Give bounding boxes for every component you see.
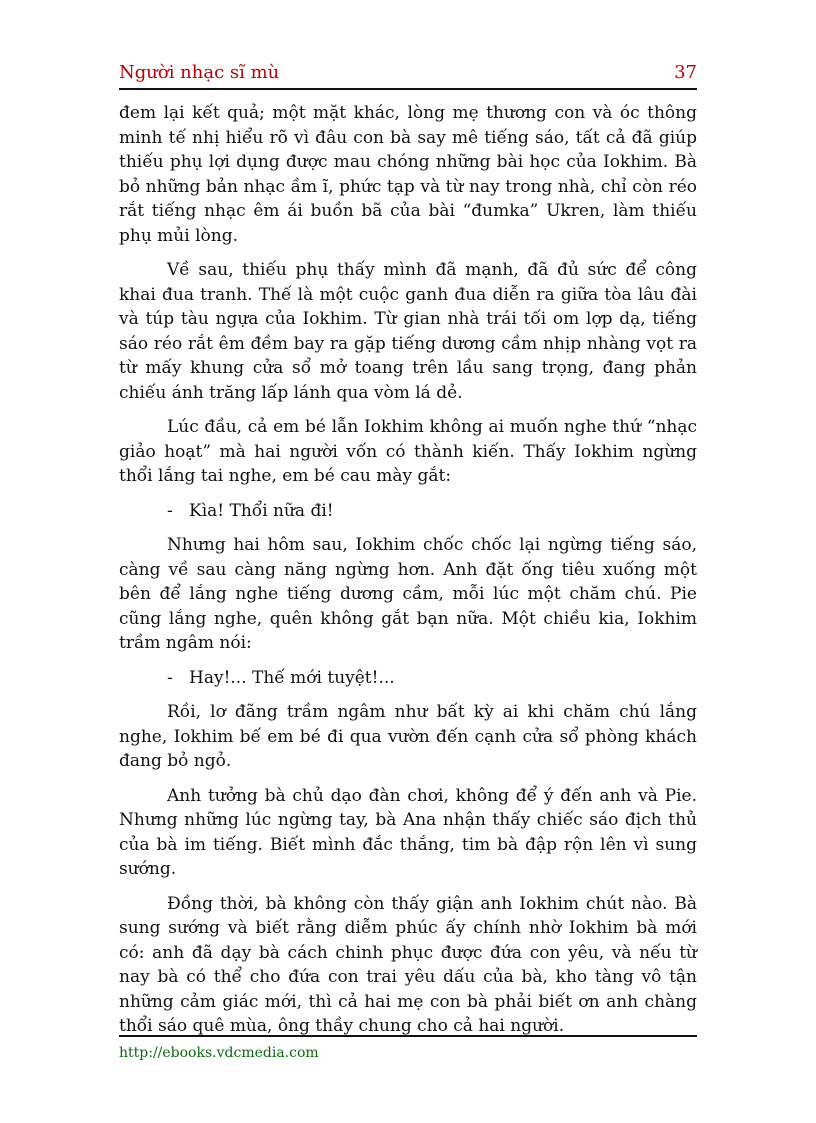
paragraph: Lúc đầu, cả em bé lẫn Iokhim không ai muốn nghe thứ “nhạc giảo hoạt” mà hai người vốn có thành kiến. Thấy Iokhim ngừng thổi lắng tai nghe, em bé cau mày gắt: — [119, 417, 697, 486]
dialogue-text: Kìa! Thổi nữa đi! — [189, 500, 334, 521]
paragraph: Anh tưởng bà chủ dạo đàn chơi, không để ý đến anh và Pie. Nhưng những lúc ngừng tay, bà Ana nhận thấy chiếc sáo địch thủ của bà im tiếng. Biết mình đắc thắng, tim bà đập rộn lên vì sung sướng. — [119, 785, 697, 879]
dialogue-line — [119, 666, 697, 691]
book-title: Người nhạc sĩ mù — [119, 62, 280, 83]
paragraph: Nhưng hai hôm sau, Iokhim chốc chốc lại ngừng tiếng sáo, càng về sau càng năng ngừng hơn. Anh đặt ống tiêu xuống một bên để lắng nghe tiếng dương cầm, mỗi lúc một chăm chú. Pie cũng lắng nghe, quên không gắt bạn nữa. Một chiều kia, Iokhim trầm ngâm nói: — [119, 535, 697, 653]
paragraph: Về sau, thiếu phụ thấy mình đã mạnh, đã đủ sức để công khai đua tranh. Thế là một cuộc ganh đua diễn ra giữa tòa lâu đài và túp tàu ngựa của Iokhim. Từ gian nhà trái tối om lợp dạ, tiếng sáo réo rắt êm đềm bay ra gặp tiếng dương cầm nhịp nhàng vọt ra từ mấy khung cửa sổ mở toang trên lầu sang trọng, đang phản chiếu ánh trăng lấp lánh qua vòm lá dẻ. — [119, 260, 697, 403]
footer-divider — [119, 1035, 697, 1037]
page-number: 37 — [674, 62, 697, 83]
page-body — [119, 101, 697, 1049]
dialogue-dash: - — [167, 667, 173, 688]
paragraph: đem lại kết quả; một mặt khác, lòng mẹ thương con và óc thông minh tế nhị hiểu rõ vì đâu con bà say mê tiếng sáo, tất cả đã giúp thiếu phụ lợi dụng được mau chóng những bài học của Iokhim. Bà bỏ những bản nhạc ầm ĩ, phức tạp và từ nay trong nhà, chỉ còn réo rắt tiếng nhạc êm ái buồn bã của bài “đumka” Ukren, làm thiếu phụ mủi lòng. — [119, 103, 697, 246]
footer-url-link[interactable]: http://ebooks.vdcmedia.com — [119, 1045, 319, 1061]
dialogue-dash: - — [167, 500, 173, 521]
paragraph: Đồng thời, bà không còn thấy giận anh Iokhim chút nào. Bà sung sướng và biết rằng diễm phúc ấy chính nhờ Iokhim bà mới có: anh đã dạy bà cách chinh phục được đứa con yêu, và nếu từ nay bà có thể cho đứa con trai yêu dấu của bà, kho tàng vô tận những cảm giác mới, thì cả hai mẹ con bà phải biết ơn anh chàng thổi sáo quê mùa, ông thầy chung cho cả hai người. — [119, 893, 697, 1036]
paragraph: Rồi, lơ đãng trầm ngâm như bất kỳ ai khi chăm chú lắng nghe, Iokhim bế em bé đi qua vườn đến cạnh cửa sổ phòng khách đang bỏ ngỏ. — [119, 702, 697, 771]
page-header — [119, 60, 697, 90]
dialogue-text: Hay!... Thế mới tuyệt!... — [189, 667, 395, 688]
dialogue-line — [119, 499, 697, 524]
